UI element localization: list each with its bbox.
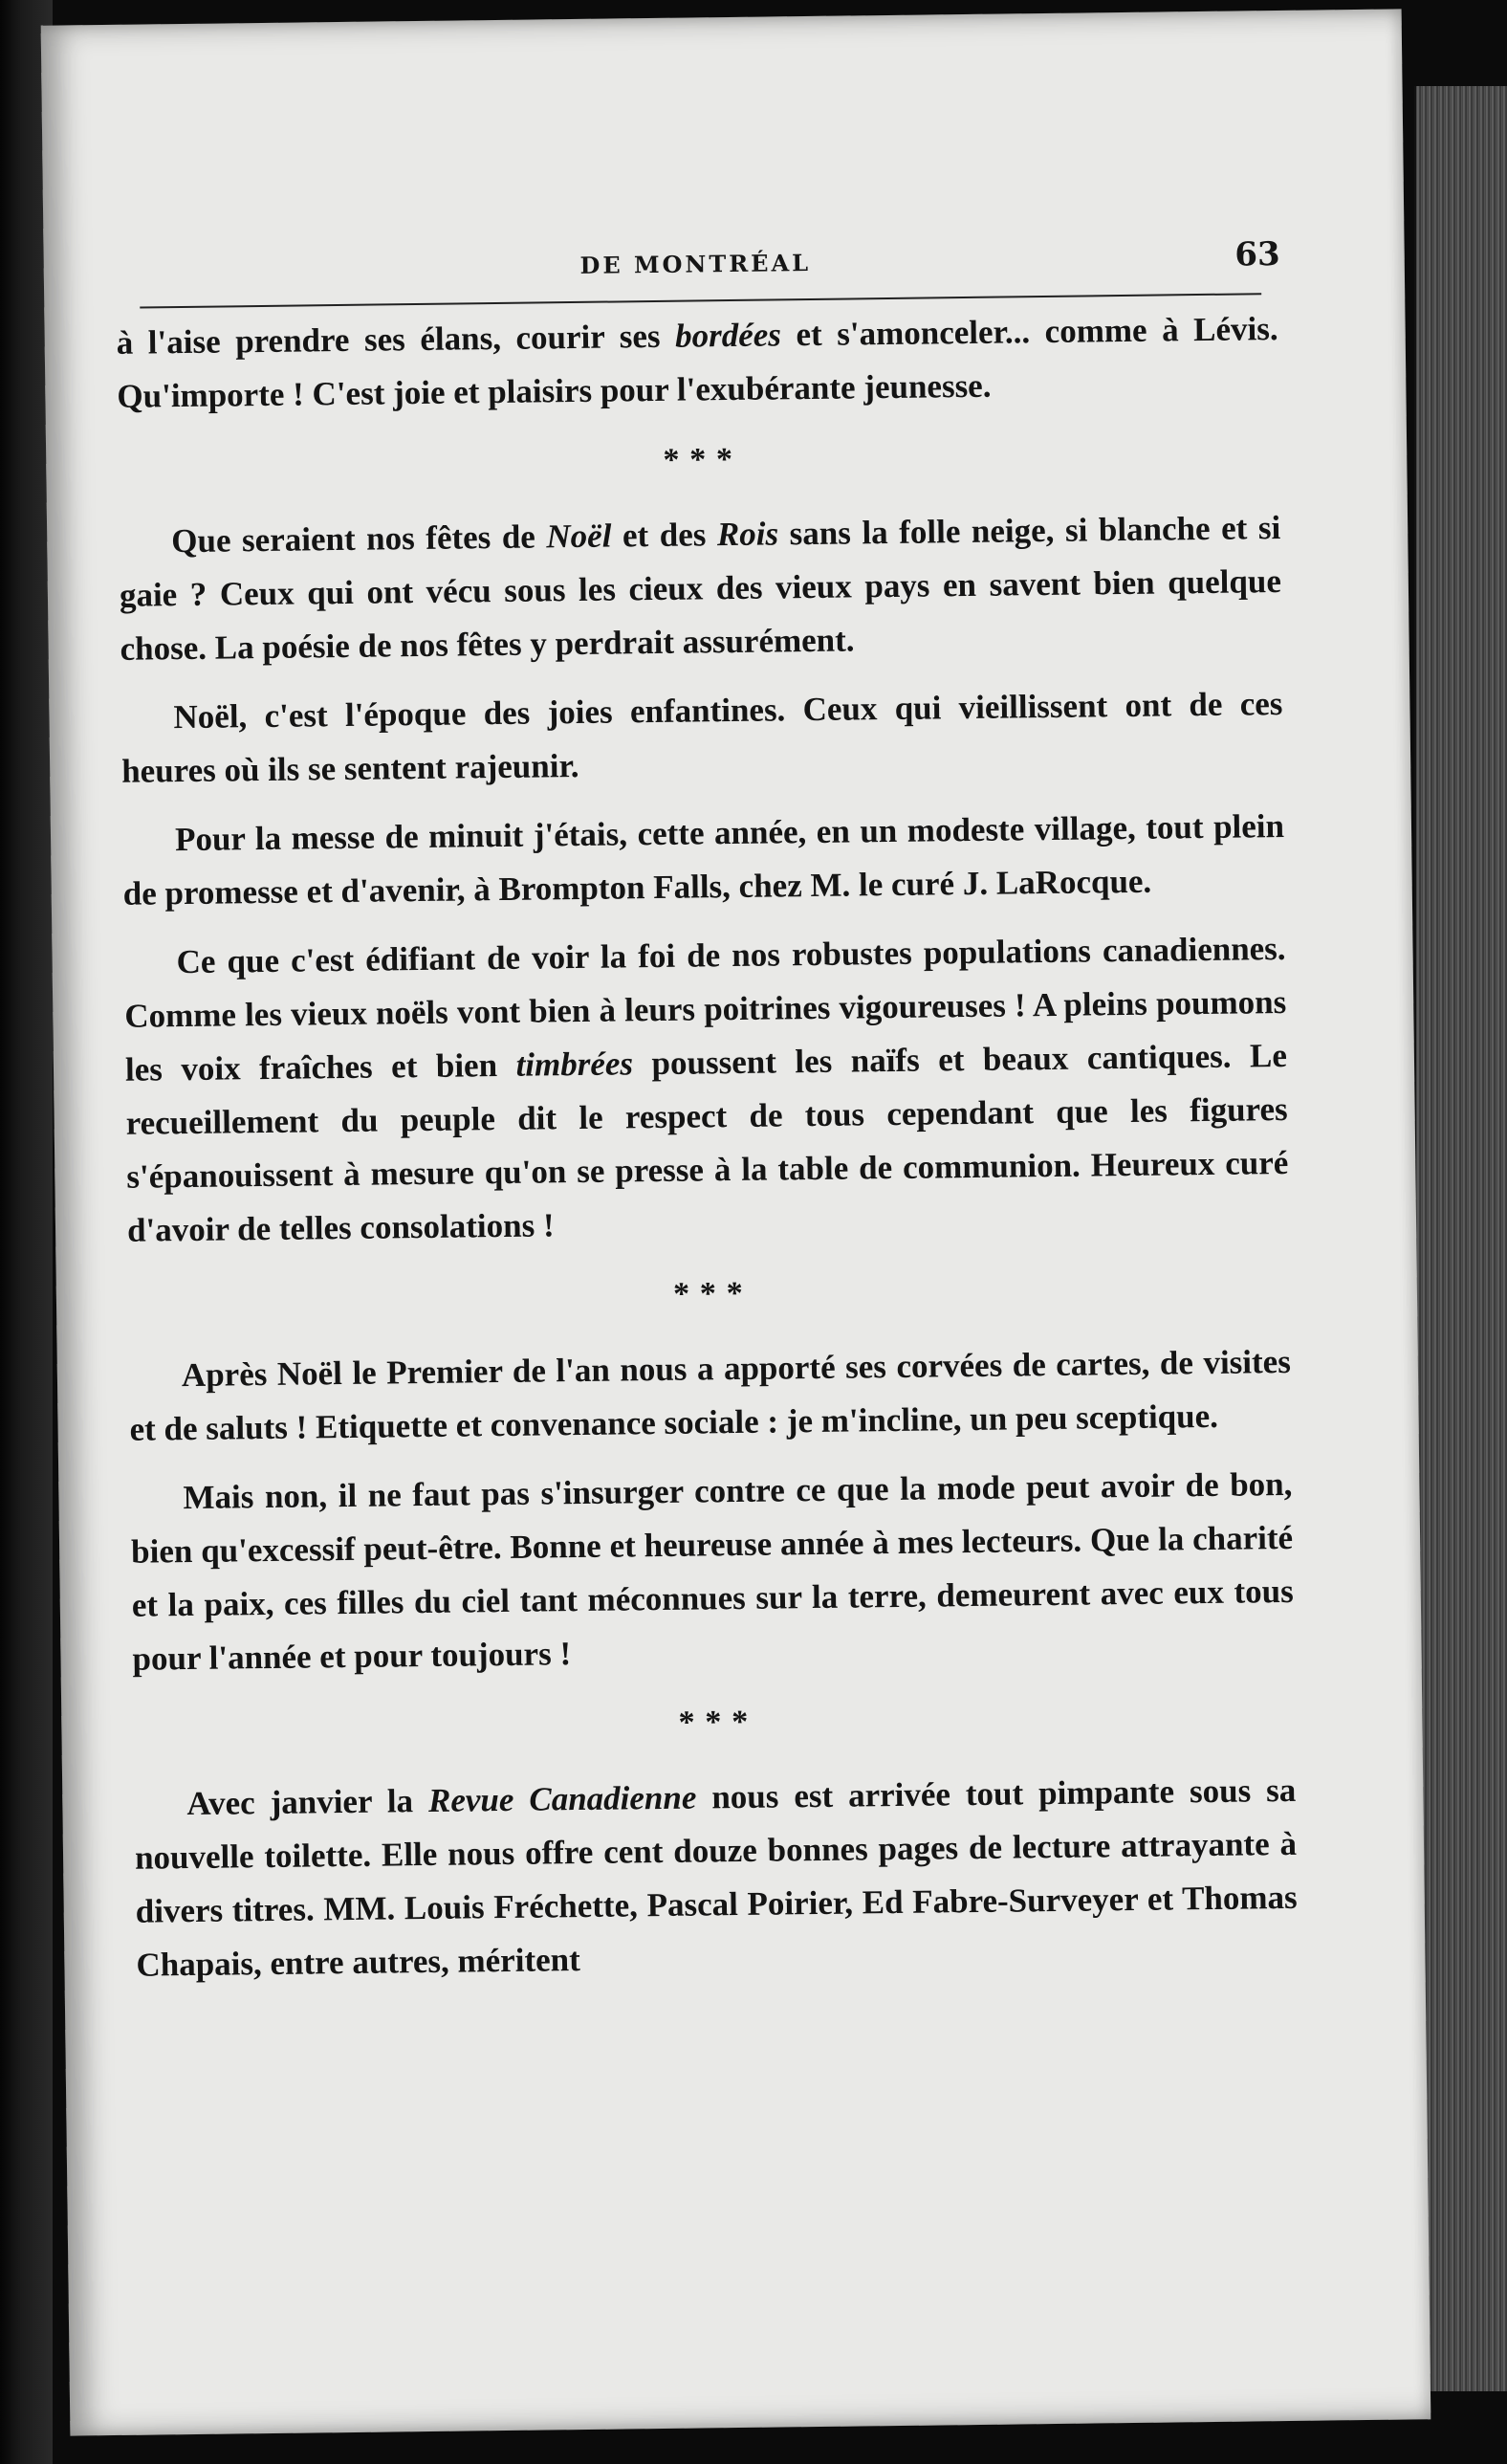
paragraph-7: Mais non, il ne faut pas s'insurger contre ce que la mode peut avoir de bon, bien qu'excessif peut-être. Bonne et heureuse année à mes lecteurs. Que la charité et la paix, ces filles du ciel tant méconnues sur la terre, demeurent avec eux tous pour l'année et pour toujours ! (130, 1464, 1294, 1678)
italic-term: Noël (546, 517, 612, 556)
paragraph-text: Ce que c'est édifiant de voir la foi de nos robustes populations canadiennes. Comme les vieux noëls vont bien à leurs poitrines vigoureuses ! A pleins poumons les voix fraîches et bien (124, 929, 1287, 1089)
paragraph-1 (116, 302, 1278, 424)
running-head (130, 234, 1280, 297)
paragraph-6: Après Noël le Premier de l'an nous a apporté ses corvées de cartes, de visites et de saluts ! Etiquette et convenance sociale : je m'incline, un peu sceptique. (129, 1342, 1292, 1448)
paragraph-text: et s'amonceler... comme à Lévis. Qu'importe ! C'est joie et plaisirs pour l'exubérante jeunesse. (117, 310, 1278, 415)
section-separator-2: * * * (672, 1275, 745, 1312)
paragraph-text: nous est arrivée tout pimpante sous sa nouvelle toilette. Elle nous offre cent douze bonnes pages de lecture attrayante à divers titres. MM. Louis Fréchette, Pascal Poirier, Ed Fabre-Surveyer et Thomas Chapais, entre autres, méritent (134, 1771, 1298, 1984)
paragraph-5 (123, 922, 1289, 1258)
paragraph-2 (119, 501, 1282, 676)
paragraph-text: Que seraient nos fêtes de (171, 517, 547, 561)
paragraph-text: Avec janvier la (186, 1781, 429, 1823)
paragraph-text: sans la folle neige, si blanche et si gaie ? Ceux qui ont vécu sous les cieux des vieux pays en savent bien quelque chose. La poésie de nos fêtes y perdrait assurément. (119, 508, 1282, 668)
italic-term: Revue Canadienne (427, 1778, 697, 1819)
paragraph-4: Pour la messe de minuit j'étais, cette année, en un modeste village, tout plein de promesse et d'avenir, à Brompton Falls, chez M. le curé J. LaRocque. (122, 806, 1285, 913)
paragraph-3: Noël, c'est l'époque des joies enfantines. Ceux qui vieillissent ont de ces heures où ils se sentent rajeunir. (120, 684, 1283, 790)
section-separator-1: * * * (663, 441, 735, 478)
italic-term: Rois (716, 515, 779, 554)
body-text (116, 302, 1299, 2008)
book-page (41, 9, 1431, 2435)
paragraph-text: et des (611, 516, 718, 555)
paragraph-text: à l'aise prendre ses élans, courir ses (116, 317, 676, 362)
paragraph-text: poussent les naïfs et beaux cantiques. Le recueillement du peuple dit le respect de tous cependant que les figures s'épanouissent à mesure qu'on se presse à la table de communion. Heureux curé d'avoir de telles consolations ! (125, 1036, 1289, 1249)
section-separator-3: * * * (678, 1704, 751, 1741)
paragraph-8 (134, 1764, 1299, 1992)
italic-term: timbrées (515, 1045, 634, 1084)
running-title: DE MONTRÉAL (579, 248, 812, 279)
italic-term: bordées (674, 316, 782, 355)
page-number: 63 (1234, 234, 1280, 275)
page-edges (1414, 86, 1507, 2391)
